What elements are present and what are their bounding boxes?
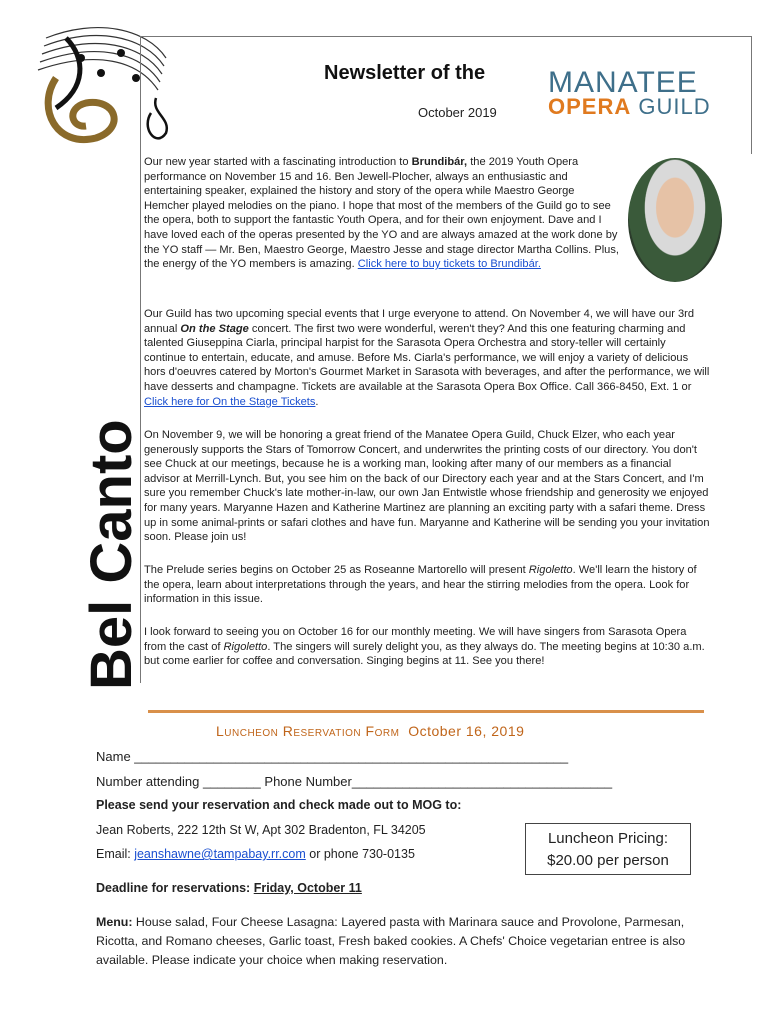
newsletter-title: Newsletter of the xyxy=(324,62,486,84)
p2-bold: On the Stage xyxy=(180,322,249,335)
logo-opera: OPERA xyxy=(548,94,632,119)
menu-description xyxy=(96,913,706,970)
form-title xyxy=(216,723,524,739)
contact-line xyxy=(96,847,415,861)
email-label: Email: xyxy=(96,847,135,861)
p1-bold: Brundibár, xyxy=(411,156,468,168)
brundibar-tickets-link[interactable]: Click here to buy tickets to Brundibár. xyxy=(357,258,541,271)
p4-italic: Rigoletto xyxy=(528,564,573,576)
logo-opera-guild xyxy=(548,94,711,120)
pricing-label: Luncheon Pricing: xyxy=(547,830,669,847)
menu-label: Menu: xyxy=(96,915,133,929)
p5-text: I look forward to seeing you on October 16 for our monthly meeting. We will have singers from Sarasota Opera from the cast of xyxy=(144,626,687,653)
p2-text: Our Guild has two upcoming special events that I urge everyone to attend. On November 4, we will have our 3rd annual xyxy=(144,308,695,335)
paragraph-4 xyxy=(144,563,710,607)
on-the-stage-tickets-link[interactable]: Click here for On the Stage Tickets xyxy=(144,395,316,408)
deadline-date: Friday, October 11 xyxy=(253,881,362,895)
p5-text-2: . The singers will surely delight you, as they always do. The meeting begins at 10:30 a.m. but come earlier for coffee and conversation. Singing begins at 11. See you there! xyxy=(144,640,705,668)
p5-italic: Rigoletto xyxy=(223,640,268,653)
paragraph-3: On November 9, we will be honoring a great friend of the Manatee Opera Guild, Chuck Elzer, who each year generously supports the Stars of Tomorrow Concert, and underwrites the printing costs of our directory. You don't see Chuck at our meetings, because he is a working man, looking after many of our members as a financial advisor at Merrill-Lynch. But, you see him on the back of our Directory each year and at the Stars Concert, and I'm sure you remember Chuck's late mother-in-law, our own Jan Entwistle whose friendship and generosity we enjoyed for many years. Maryanne Hazen and Katherine Martinez are planning an exciting party with a safari theme. Dress up in some animal-prints or safari clothes and have fun. Maryanne and Katherine will be sending you your invitation soon. Please join us! xyxy=(144,429,710,544)
bel-canto-title: Bel Canto xyxy=(79,419,144,690)
p2-end: . xyxy=(315,395,319,408)
email-link[interactable]: jeanshawne@tampabay.rr.com xyxy=(134,847,306,861)
paragraph-1 xyxy=(144,155,622,272)
form-title-text: Luncheon Reservation Form xyxy=(216,723,400,739)
p1-text-2: the 2019 Youth Opera performance on November 15 and 16. Ben Jewell-Plocher, always an enthusiastic and entertaining speaker, explained the history and story of the opera while Maestro George Hemcher played melodies on the piano. I hope that most of the members of the Guild go to see the opera, both to support the fantastic Youth Opera, and for their own enjoyment. Dave and I have loved each of the operas presented by the YO and are always amazed at the work done by the YO staff — Mr. Ben, Maestro George, Maestro Jesse and stage director Martha Collins. Plus, the energy of the YO members is amazing. xyxy=(144,156,619,271)
paragraph-5 xyxy=(144,625,710,669)
deadline-line xyxy=(96,881,362,895)
p4-text: The Prelude series begins on October 25 as Roseanne Martorello will present xyxy=(144,564,529,576)
send-instructions: Please send your reservation and check made out to MOG to: xyxy=(96,798,462,812)
mailing-address: Jean Roberts, 222 12th St W, Apt 302 Bradenton, FL 34205 xyxy=(96,823,426,837)
name-field-line[interactable]: Name ____________________________________________________________ xyxy=(96,749,569,764)
p2-text-2: concert. The first two were wonderful, weren't they? And this one featuring charming and talented Giuseppina Ciarla, principal harpist for the Sarasota Opera Orchestra and story-teller will certainly continue to entertain, educate, and amuse. Before Ms. Ciarla's performance, we will enjoy a variety of delicious hors d'oeuvres catered by Morton's Gourmet Market in Sarasota with beverages, and after the performance, we will have desserts and champagne. Tickets are available at the Sarasota Opera Box Office. Call 366-8450, Ext. 1 or xyxy=(144,322,710,393)
paragraph-2 xyxy=(144,307,710,409)
newsletter-date: October 2019 xyxy=(418,105,497,120)
p4-text-2: . We'll learn the history of the opera, learn about interpretations through the years, and hear the stirring melodies from the opera. Look for information in this issue. xyxy=(144,564,697,606)
menu-text: House salad, Four Cheese Lasagna: Layered pasta with Marinara sauce and Provolone, Parmesan, Ricotta, and Romano cheeses, Garlic toast, Fresh baked cookies. A Chefs' Choice vegetarian entree is also available. Please indicate your choice when making reservation. xyxy=(96,915,686,967)
pricing-box xyxy=(525,823,691,875)
logo-manatee: MANATEE xyxy=(548,66,698,99)
deadline-label: Deadline for reservations: xyxy=(96,881,254,895)
p1-text: Our new year started with a fascinating introduction to xyxy=(144,156,412,168)
portrait-photo xyxy=(628,158,722,282)
section-divider xyxy=(148,710,704,713)
logo-guild: GUILD xyxy=(638,94,711,119)
phone-text: or phone 730-0135 xyxy=(305,847,415,861)
form-date: October 16, 2019 xyxy=(408,723,525,739)
pricing-amount: $20.00 per person xyxy=(547,852,669,869)
attending-phone-line[interactable]: Number attending ________ Phone Number____________________________________ xyxy=(96,774,613,789)
